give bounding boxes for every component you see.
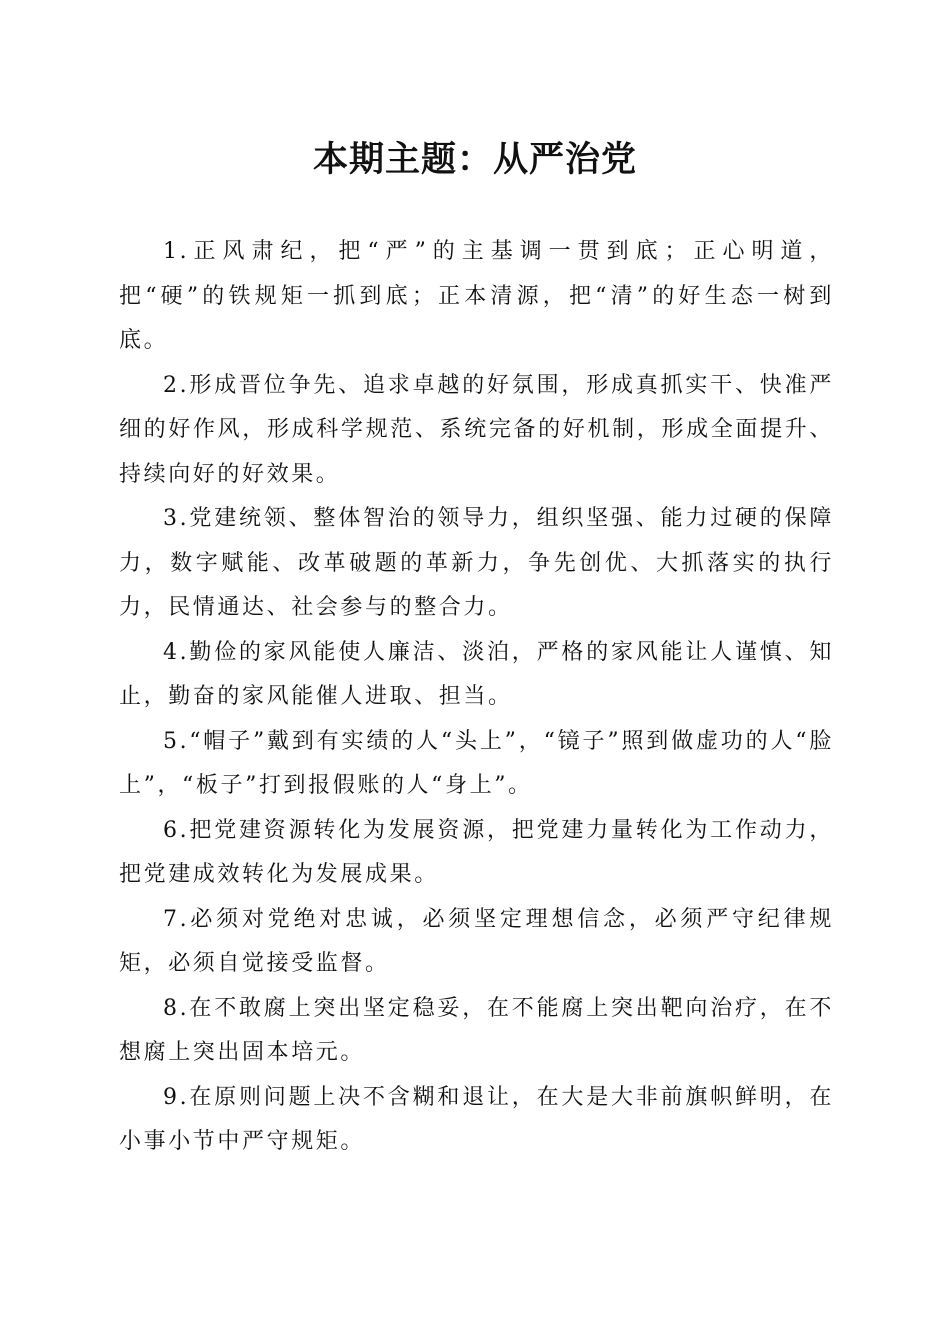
paragraph-5: 5.“帽子”戴到有实绩的人“头上”，“镜子”照到做虚功的人“脸上”，“板子”打到报假账的人“身上”。 bbox=[119, 728, 834, 798]
paragraph-8: 8.在不敢腐上突出坚定稳妥，在不能腐上突出靶向治疗，在不想腐上突出固本培元。 bbox=[119, 995, 834, 1065]
paragraph-6: 6.把党建资源转化为发展资源，把党建力量转化为工作动力，把党建成效转化为发展成果。 bbox=[119, 817, 834, 887]
document-body bbox=[119, 230, 834, 1165]
paragraph-7: 7.必须对党绝对忠诚，必须坚定理想信念，必须严守纪律规矩，必须自觉接受监督。 bbox=[119, 906, 834, 976]
paragraph-9: 9.在原则问题上决不含糊和退让，在大是大非前旗帜鲜明，在小事小节中严守规矩。 bbox=[119, 1084, 834, 1154]
page-title: 本期主题：从严治党 bbox=[312, 139, 637, 180]
paragraph-3: 3.党建统领、整体智治的领导力，组织坚强、能力过硬的保障力，数字赋能、改革破题的革新力，争先创优、大抓落实的执行力，民情通达、社会参与的整合力。 bbox=[119, 506, 834, 620]
paragraph-1: 1.正风肃纪，把“严”的主基调一贯到底；正心明道，把“硬”的铁规矩一抓到底；正本清源，把“清”的好生态一树到底。 bbox=[119, 239, 834, 353]
paragraph-4: 4.勤俭的家风能使人廉洁、淡泊，严格的家风能让人谨慎、知止，勤奋的家风能催人进取、担当。 bbox=[119, 639, 834, 709]
paragraph-2: 2.形成晋位争先、追求卓越的好氛围，形成真抓实干、快准严细的好作风，形成科学规范、系统完备的好机制，形成全面提升、持续向好的好效果。 bbox=[119, 372, 834, 487]
